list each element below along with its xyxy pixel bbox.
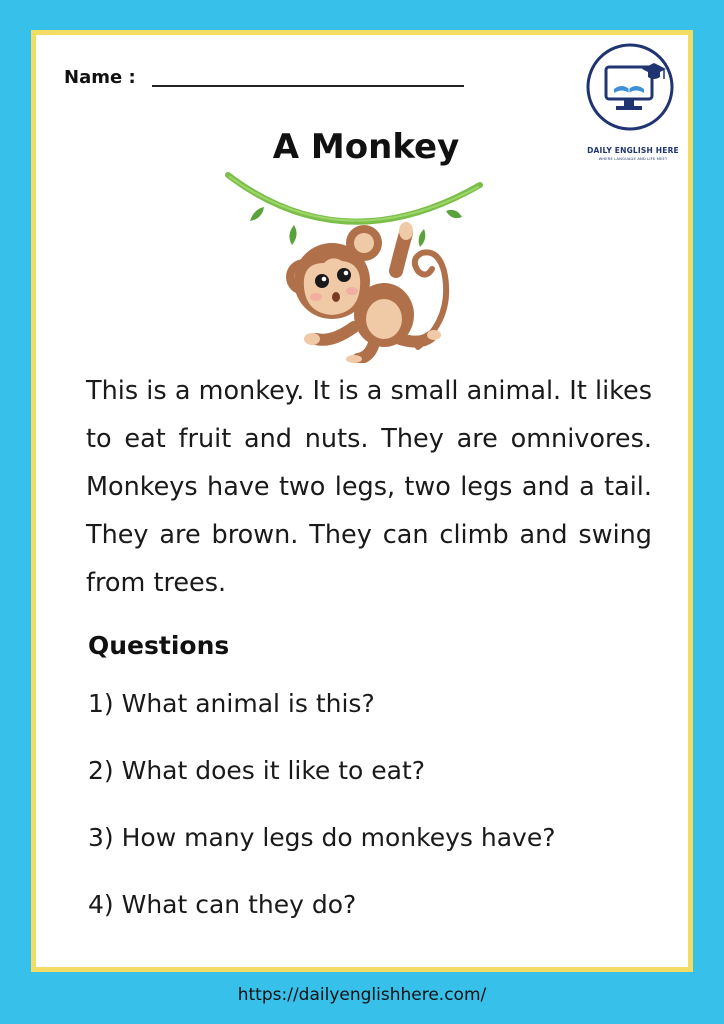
question-item: 2) What does it like to eat? [88, 756, 426, 785]
name-write-line [152, 85, 464, 87]
logo-brand-text: DAILY ENGLISH HERE [587, 146, 679, 155]
worksheet-page [31, 30, 693, 972]
reading-passage: This is a monkey. It is a small animal. It likes to eat fruit and nuts. They are omnivores. Monkeys have two legs, two legs and a tail. They are brown. They can climb and swing from trees. [86, 376, 652, 598]
question-item: 1) What animal is this? [88, 689, 375, 718]
computer-book-graduation-cap-icon [586, 43, 674, 131]
worksheet-title: A Monkey [272, 127, 460, 167]
logo-tagline: WHERE LANGUAGE AND LIFE MEET [598, 157, 668, 161]
brand-logo [584, 43, 684, 173]
footer-url[interactable]: https://dailyenglishhere.com/ [237, 985, 487, 1005]
name-label: Name : [64, 67, 136, 88]
questions-list [88, 689, 555, 957]
monkey-illustration [224, 167, 486, 363]
question-item: 4) What can they do? [88, 890, 357, 919]
questions-heading: Questions [88, 631, 230, 660]
question-item: 3) How many legs do monkeys have? [88, 823, 556, 852]
